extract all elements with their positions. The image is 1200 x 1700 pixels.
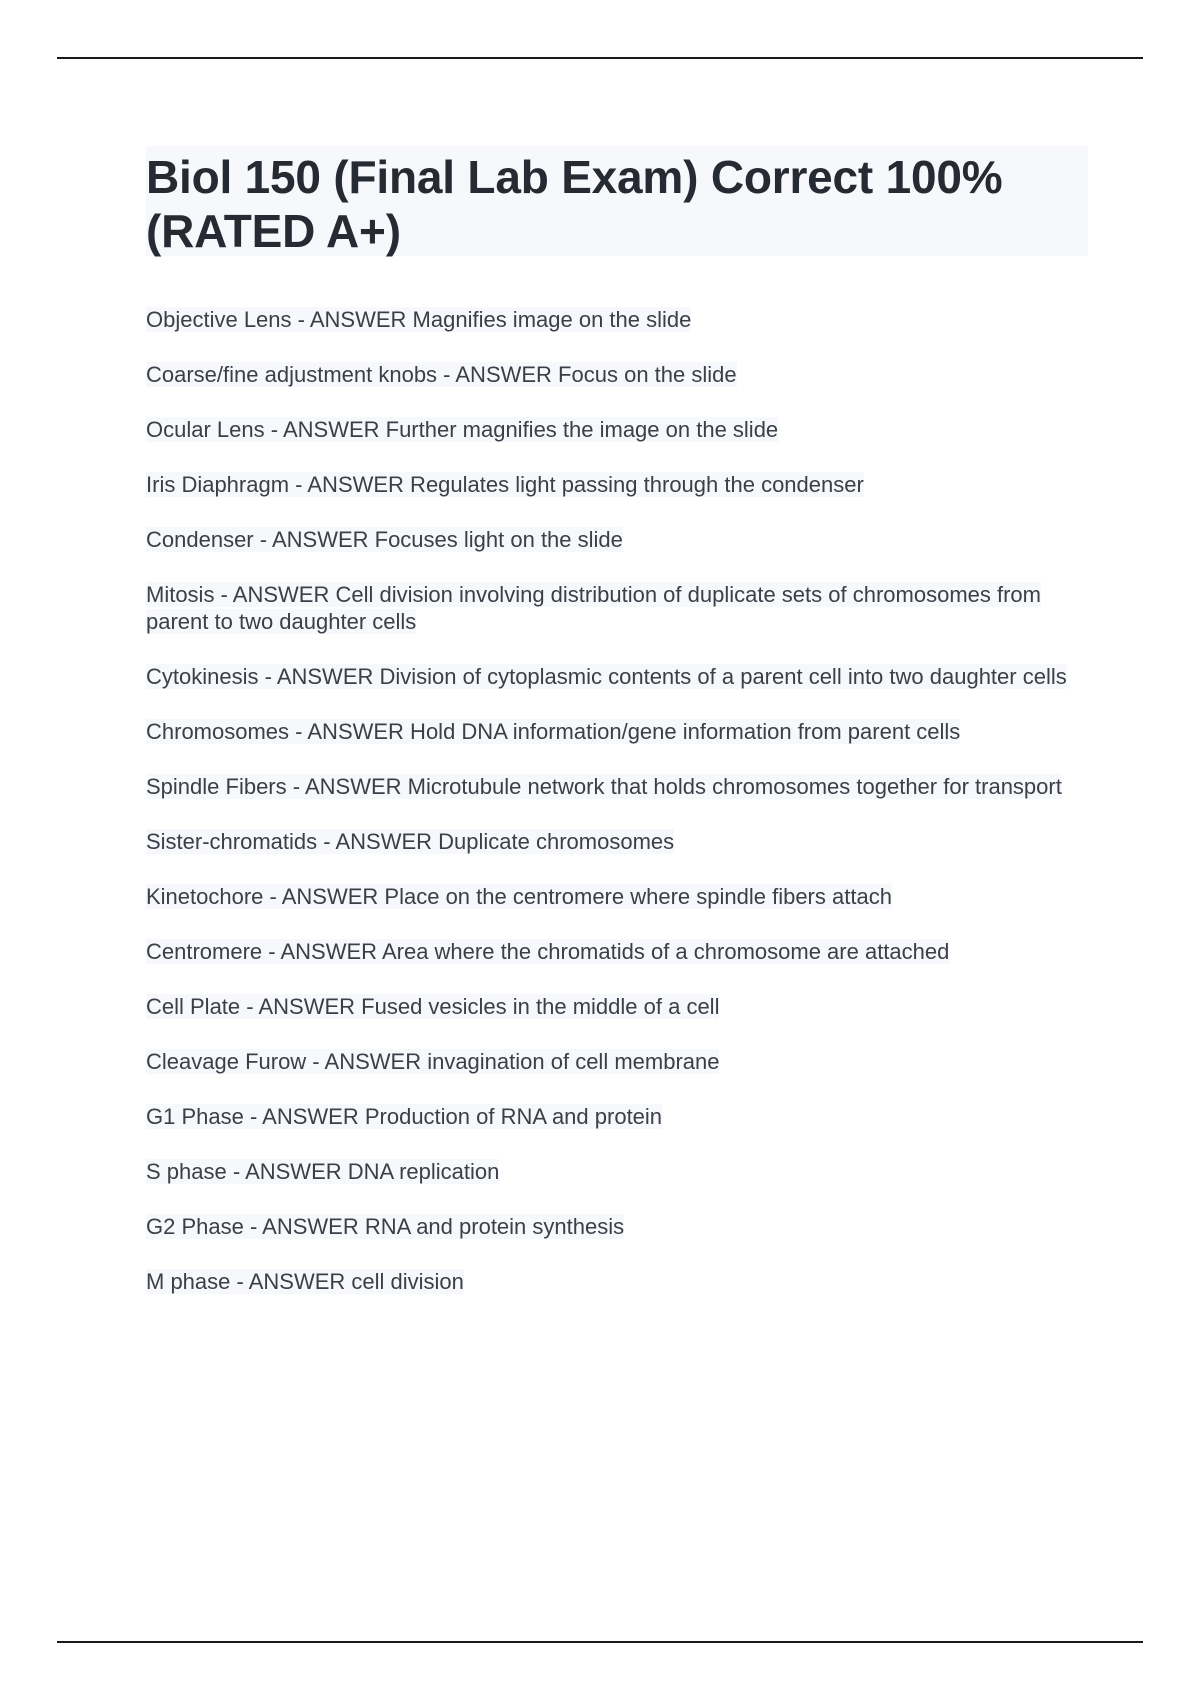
qa-item: Centromere - ANSWER Area where the chromatids of a chromosome are attached [146,939,950,964]
qa-item: Cell Plate - ANSWER Fused vesicles in the middle of a cell [146,994,720,1019]
qa-item: Spindle Fibers - ANSWER Microtubule network that holds chromosomes together for transport [146,774,1062,799]
qa-item: Iris Diaphragm - ANSWER Regulates light passing through the condenser [146,472,864,497]
qa-item: M phase - ANSWER cell division [146,1269,464,1294]
qa-item: Cleavage Furow - ANSWER invagination of cell membrane [146,1049,720,1074]
qa-item: Condenser - ANSWER Focuses light on the slide [146,527,623,552]
document-title: Biol 150 (Final Lab Exam) Correct 100% (RATED A+) [146,151,1003,257]
qa-item: Objective Lens - ANSWER Magnifies image on the slide [146,307,692,332]
qa-item: G2 Phase - ANSWER RNA and protein synthesis [146,1214,625,1239]
qa-item: Coarse/fine adjustment knobs - ANSWER Focus on the slide [146,362,737,387]
top-divider [57,57,1143,59]
title-block [146,146,1088,256]
qa-item: Cytokinesis - ANSWER Division of cytoplasmic contents of a parent cell into two daughter cells [146,664,1067,689]
qa-item: Sister-chromatids - ANSWER Duplicate chromosomes [146,829,675,854]
qa-item: Kinetochore - ANSWER Place on the centromere where spindle fibers attach [146,884,892,909]
qa-item: Ocular Lens - ANSWER Further magnifies the image on the slide [146,417,779,442]
bottom-divider [57,1641,1143,1643]
qa-list [146,306,1086,1323]
qa-item: G1 Phase - ANSWER Production of RNA and protein [146,1104,663,1129]
qa-item: Mitosis - ANSWER Cell division involving distribution of duplicate sets of chromosomes from parent to two daughter cells [146,582,1041,634]
qa-item: Chromosomes - ANSWER Hold DNA information/gene information from parent cells [146,719,961,744]
qa-item: S phase - ANSWER DNA replication [146,1159,500,1184]
